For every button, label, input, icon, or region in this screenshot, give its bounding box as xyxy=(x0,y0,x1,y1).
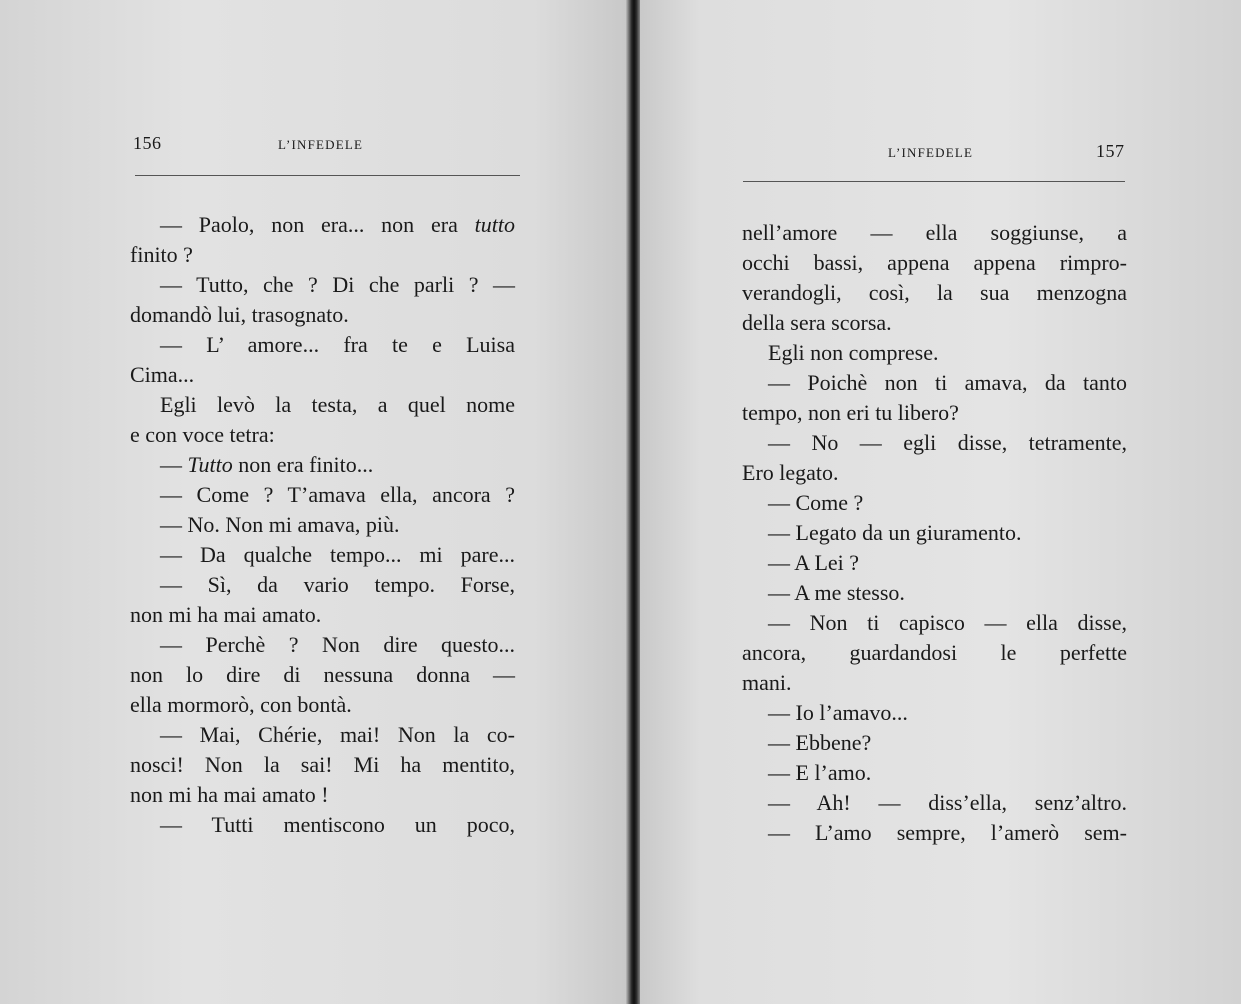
text-line: Ero legato. xyxy=(742,460,839,485)
text-line: nell’amore — ella soggiunse, a xyxy=(742,220,1127,245)
text-line: — Perchè ? Non dire questo... xyxy=(160,632,515,657)
text-line: ancora, guardandosi le perfette xyxy=(742,640,1127,665)
text-line: — Come ? xyxy=(768,490,864,515)
left-running-title: L’INFEDELE xyxy=(278,137,364,152)
text-line: — L’amo sempre, l’amerò sem- xyxy=(768,820,1127,845)
right-page-text xyxy=(742,218,1127,848)
text-line: Cima... xyxy=(130,362,195,387)
text-line: occhi bassi, appena appena rimpro- xyxy=(742,250,1127,275)
text-line: — Non ti capisco — ella disse, xyxy=(768,610,1127,635)
text-line: — Sì, da vario tempo. Forse, xyxy=(160,572,515,597)
text-line: — Paolo, non era... non era tutto xyxy=(160,212,516,237)
text-line: non mi ha mai amato ! xyxy=(130,782,329,807)
text-line: — Poichè non ti amava, da tanto xyxy=(768,370,1127,395)
text-line: — A Lei ? xyxy=(768,550,860,575)
text-line: finito ? xyxy=(130,242,193,267)
text-line: Egli levò la testa, a quel nome xyxy=(160,392,515,417)
text-line: Egli non comprese. xyxy=(768,340,939,365)
left-page-number: 156 xyxy=(133,133,162,153)
text-line: non mi ha mai amato. xyxy=(130,602,322,627)
right-header-rule xyxy=(743,181,1125,182)
text-line: tempo, non eri tu libero? xyxy=(742,400,959,425)
right-running-title: L’INFEDELE xyxy=(888,145,974,160)
text-line: — Mai, Chérie, mai! Non la co- xyxy=(160,722,515,747)
text-line: — Ah! — diss’ella, senz’altro. xyxy=(768,790,1127,815)
text-line: — A me stesso. xyxy=(768,580,905,605)
text-line: non lo dire di nessuna donna — xyxy=(130,662,515,687)
text-line: — Io l’amavo... xyxy=(768,700,908,725)
text-line: — Ebbene? xyxy=(768,730,872,755)
text-line: ella mormorò, con bontà. xyxy=(130,692,352,717)
text-line: — L’ amore... fra te e Luisa xyxy=(160,332,515,357)
text-line: — Tutto non era finito... xyxy=(160,452,374,477)
text-line: — Da qualche tempo... mi pare... xyxy=(160,542,515,567)
text-line: — No — egli disse, tetramente, xyxy=(768,430,1127,455)
text-line: — Tutto, che ? Di che parli ? — xyxy=(160,272,515,297)
text-line: verandogli, così, la sua menzogna xyxy=(742,280,1127,305)
text-line: nosci! Non la sai! Mi ha mentito, xyxy=(130,752,515,777)
text-line: — Tutti mentiscono un poco, xyxy=(160,812,515,837)
right-page xyxy=(640,0,1241,1004)
text-line: mani. xyxy=(742,670,792,695)
right-page-number: 157 xyxy=(1096,141,1125,161)
text-line: domandò lui, trasognato. xyxy=(130,302,349,327)
text-line: — No. Non mi amava, più. xyxy=(160,512,400,537)
text-line: della sera scorsa. xyxy=(742,310,892,335)
text-line: e con voce tetra: xyxy=(130,422,275,447)
text-line: — Legato da un giuramento. xyxy=(768,520,1022,545)
left-page-text xyxy=(130,210,515,840)
text-line: — Come ? T’amava ella, ancora ? xyxy=(160,482,515,507)
left-header-rule xyxy=(135,175,520,176)
text-line: — E l’amo. xyxy=(768,760,872,785)
